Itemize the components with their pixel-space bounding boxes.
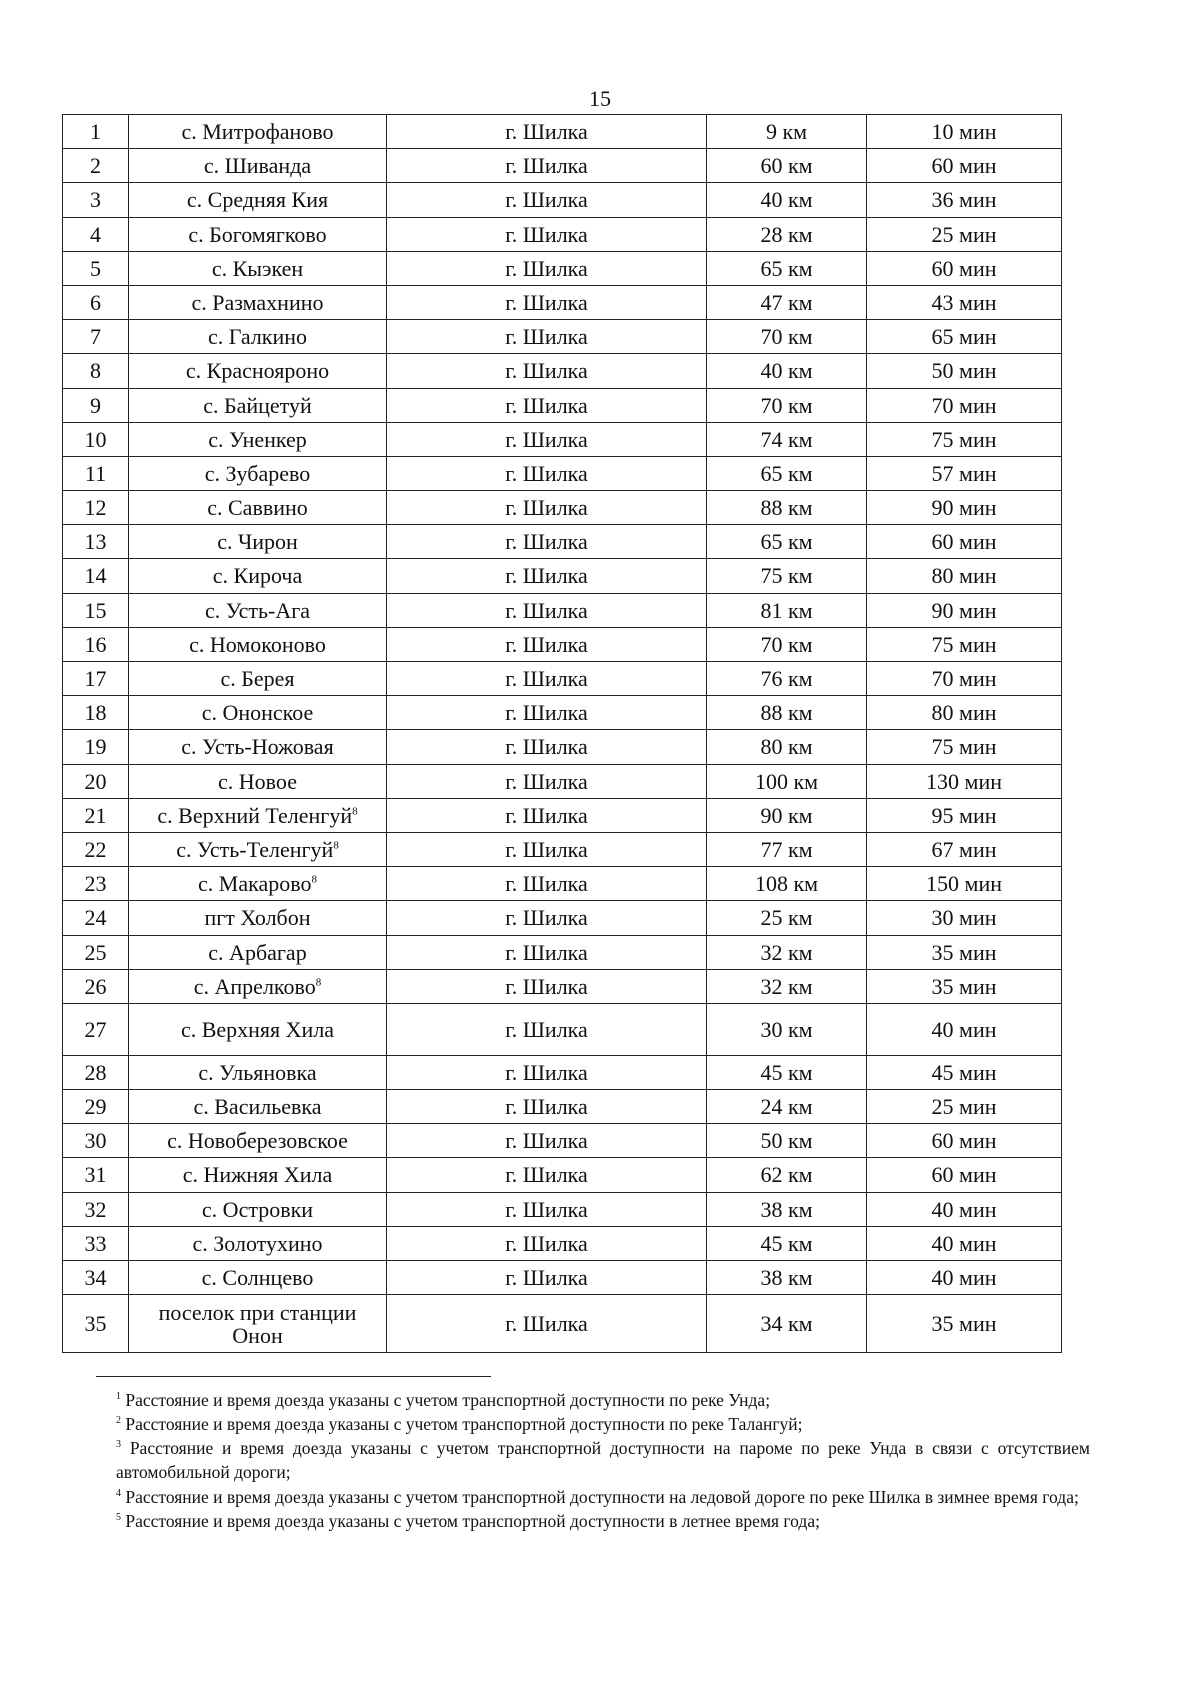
distance-cell: 28 км [707,217,867,251]
settlement-cell [129,285,387,319]
settlement-cell [129,1124,387,1158]
row-number: 28 [63,1055,129,1089]
table-row [63,422,1062,456]
settlement-name: с. Саввино [207,495,308,521]
travel-time-cell: 65 мин [867,320,1062,354]
row-number: 16 [63,627,129,661]
row-number: 5 [63,251,129,285]
settlement-cell [129,1261,387,1295]
travel-time-cell: 60 мин [867,525,1062,559]
settlement-cell [129,593,387,627]
distance-cell: 108 км [707,867,867,901]
distance-cell: 70 км [707,627,867,661]
settlement-cell [129,832,387,866]
settlement-name: с. Ульяновка [198,1059,317,1085]
row-number: 33 [63,1226,129,1260]
destination-cell: г. Шилка [387,1003,707,1055]
travel-time-cell: 60 мин [867,149,1062,183]
distance-cell: 60 км [707,149,867,183]
destination-cell: г. Шилка [387,1192,707,1226]
table-row [63,251,1062,285]
distance-cell: 62 км [707,1158,867,1192]
settlement-name: с. Галкино [207,324,308,350]
settlement-name: с. Кироча [212,563,303,589]
travel-time-cell: 80 мин [867,559,1062,593]
destination-cell: г. Шилка [387,320,707,354]
settlement-cell [129,217,387,251]
row-number: 4 [63,217,129,251]
row-number: 12 [63,491,129,525]
settlement-name: с. Байцетуй [203,392,312,418]
distance-cell: 76 км [707,662,867,696]
travel-time-cell: 80 мин [867,696,1062,730]
table-row [63,867,1062,901]
settlement-cell [129,867,387,901]
travel-time-cell: 70 мин [867,388,1062,422]
table-row [63,764,1062,798]
row-number: 25 [63,935,129,969]
destination-cell: г. Шилка [387,525,707,559]
settlement-name: с. Усть-Ага [204,597,311,623]
settlement-cell [129,1158,387,1192]
row-number: 35 [63,1295,129,1353]
footnote: $^5$ Расстояние и время доезда указаны с учетом транспортной доступности в летнее время года; [116,1510,820,1531]
travel-time-cell: 35 мин [867,935,1062,969]
footnote-mark: 8 [333,839,339,852]
distance-cell: 80 км [707,730,867,764]
settlement-cell [129,388,387,422]
destination-cell: г. Шилка [387,115,707,149]
settlement-cell [129,764,387,798]
settlement-cell [129,1295,387,1353]
travel-time-cell: 43 мин [867,285,1062,319]
settlement-name: с. Митрофаново [181,119,334,145]
distance-cell: 30 км [707,1003,867,1055]
destination-cell: г. Шилка [387,1090,707,1124]
settlement-name: с. Шиванда [203,153,312,179]
settlement-name: с. Краснояроно [185,358,330,384]
table-row [63,832,1062,866]
settlement-name: с. Берея [220,666,295,692]
destination-cell: г. Шилка [387,251,707,285]
table-row [63,696,1062,730]
distance-cell: 81 км [707,593,867,627]
travel-time-cell: 35 мин [867,969,1062,1003]
table-row [63,115,1062,149]
settlement-name: с. Номоконово [189,631,326,657]
distance-cell: 88 км [707,696,867,730]
settlement-cell [129,901,387,935]
destination-cell: г. Шилка [387,1158,707,1192]
table-row [63,456,1062,490]
footnote: $^4$ Расстояние и время доезда указаны с учетом транспортной доступности на ледовой дороге по реке Шилка в зимнее время года; [116,1486,1079,1507]
row-number: 14 [63,559,129,593]
distance-cell: 40 км [707,183,867,217]
row-number: 9 [63,388,129,422]
destination-cell: г. Шилка [387,662,707,696]
table-row [63,901,1062,935]
table-row [63,593,1062,627]
footnotes [116,1388,1090,1533]
destination-cell: г. Шилка [387,969,707,1003]
table-row [63,1090,1062,1124]
destination-cell: г. Шилка [387,354,707,388]
settlement-cell [129,491,387,525]
distance-cell: 65 км [707,525,867,559]
row-number: 17 [63,662,129,696]
settlement-cell [129,456,387,490]
distance-cell: 65 км [707,456,867,490]
settlement-cell [129,1192,387,1226]
row-number: 19 [63,730,129,764]
table-row [63,1226,1062,1260]
footnote-mark: 8 [315,976,322,989]
settlement-cell [129,354,387,388]
row-number: 11 [63,456,129,490]
settlement-name: с. Верхняя Хила [180,1016,335,1042]
destination-cell: г. Шилка [387,1124,707,1158]
distance-cell: 74 км [707,422,867,456]
row-number: 29 [63,1090,129,1124]
settlement-name: с. Васильевка [193,1094,322,1120]
page-number: 15 [589,86,611,111]
row-number: 34 [63,1261,129,1295]
table-row [63,183,1062,217]
settlement-name: с. Золотухино [192,1230,323,1256]
table-row [63,1003,1062,1055]
distance-cell: 45 км [707,1055,867,1089]
row-number: 6 [63,285,129,319]
footnote-mark: 8 [352,805,358,818]
row-number: 18 [63,696,129,730]
settlement-cell [129,251,387,285]
distance-cell: 24 км [707,1090,867,1124]
table-row [63,525,1062,559]
table-row [63,354,1062,388]
destination-cell: г. Шилка [387,593,707,627]
row-number: 32 [63,1192,129,1226]
destination-cell: г. Шилка [387,183,707,217]
destination-cell: г. Шилка [387,901,707,935]
travel-time-cell: 60 мин [867,1158,1062,1192]
travel-time-cell: 90 мин [867,491,1062,525]
row-number: 22 [63,832,129,866]
table-row [63,969,1062,1003]
settlement-name: с. Ононское [201,700,314,726]
table-row [63,388,1062,422]
destination-cell: г. Шилка [387,627,707,661]
table-row [63,730,1062,764]
settlement-name: с. Нижняя Хила [182,1162,333,1188]
distance-cell: 34 км [707,1295,867,1353]
travel-time-cell: 75 мин [867,627,1062,661]
settlement-cell [129,1090,387,1124]
footnote: $^1$ Расстояние и время доезда указаны с учетом транспортной доступности по реке Унда; [116,1390,771,1410]
travel-time-cell: 90 мин [867,593,1062,627]
table-row [63,320,1062,354]
settlement-cell [129,627,387,661]
settlement-line: поселок при станции [158,1299,357,1325]
travel-time-cell: 40 мин [867,1226,1062,1260]
travel-time-cell: 10 мин [867,115,1062,149]
destination-cell: г. Шилка [387,867,707,901]
settlement-name: пгт Холбон [204,905,311,931]
settlement-name: с. Зубарево [204,460,311,486]
settlement-name: с. Верхний Теленгуй [157,802,353,828]
settlement-name: с. Усть-Теленгуй [176,836,334,862]
row-number: 13 [63,525,129,559]
table-row [63,1192,1062,1226]
settlement-cell [129,798,387,832]
table-row [63,798,1062,832]
settlement-name: с. Островки [201,1196,314,1222]
destination-cell: г. Шилка [387,422,707,456]
settlement-cell [129,1055,387,1089]
travel-time-cell: 35 мин [867,1295,1062,1353]
travel-time-cell: 40 мин [867,1261,1062,1295]
settlement-name: с. Апрелково [193,973,316,999]
travel-time-cell: 75 мин [867,730,1062,764]
row-number: 30 [63,1124,129,1158]
travel-time-cell: 60 мин [867,1124,1062,1158]
table-row [63,627,1062,661]
travel-time-cell: 57 мин [867,456,1062,490]
table-row [63,1055,1062,1089]
distance-cell: 45 км [707,1226,867,1260]
table-row [63,149,1062,183]
destination-cell: г. Шилка [387,696,707,730]
row-number: 31 [63,1158,129,1192]
row-number: 10 [63,422,129,456]
destination-cell: г. Шилка [387,1055,707,1089]
row-number: 1 [63,115,129,149]
distance-cell: 70 км [707,320,867,354]
settlement-name: с. Средняя Кия [186,187,329,213]
settlement-cell [129,422,387,456]
settlement-name: с. Макарово [198,871,312,897]
settlement-cell [129,935,387,969]
table-row [63,935,1062,969]
table-row [63,662,1062,696]
destination-cell: г. Шилка [387,730,707,764]
distance-table [62,114,1062,1353]
distance-cell: 38 км [707,1261,867,1295]
settlement-cell [129,969,387,1003]
travel-time-cell: 45 мин [867,1055,1062,1089]
row-number: 20 [63,764,129,798]
row-number: 27 [63,1003,129,1055]
distance-cell: 100 км [707,764,867,798]
settlement-name: с. Чирон [217,529,298,555]
distance-cell: 47 км [707,285,867,319]
travel-time-cell: 70 мин [867,662,1062,696]
settlement-cell [129,1003,387,1055]
table-row [63,1124,1062,1158]
table-row [63,1158,1062,1192]
destination-cell: г. Шилка [387,798,707,832]
settlement-cell [129,183,387,217]
settlement-name: с. Усть-Ножовая [181,734,334,760]
destination-cell: г. Шилка [387,149,707,183]
row-number: 26 [63,969,129,1003]
row-number: 23 [63,867,129,901]
travel-time-cell: 75 мин [867,422,1062,456]
travel-time-cell: 130 мин [867,764,1062,798]
settlement-cell [129,525,387,559]
settlement-name: с. Солнцево [201,1265,314,1291]
row-number: 3 [63,183,129,217]
settlement-name: с. Новоберезовское [167,1128,348,1154]
table-row [63,285,1062,319]
footnote: $^3$ Расстояние и время доезда указаны с учетом транспортной доступности на пароме по реке Унда в связи с отсутствием автомобильной дороги; [116,1438,1091,1483]
destination-cell: г. Шилка [387,832,707,866]
table-row [63,217,1062,251]
travel-time-cell: 36 мин [867,183,1062,217]
row-number: 24 [63,901,129,935]
table-row [63,1261,1062,1295]
travel-time-cell: 40 мин [867,1003,1062,1055]
destination-cell: г. Шилка [387,491,707,525]
row-number: 21 [63,798,129,832]
row-number: 15 [63,593,129,627]
destination-cell: г. Шилка [387,559,707,593]
distance-cell: 70 км [707,388,867,422]
row-number: 2 [63,149,129,183]
distance-cell: 32 км [707,935,867,969]
distance-cell: 25 км [707,901,867,935]
distance-cell: 9 км [707,115,867,149]
destination-cell: г. Шилка [387,285,707,319]
settlement-name: с. Размахнино [191,289,324,315]
distance-cell: 38 км [707,1192,867,1226]
destination-cell: г. Шилка [387,1295,707,1353]
settlement-name: с. Арбагар [208,939,307,965]
travel-time-cell: 60 мин [867,251,1062,285]
footnote-divider [96,1376,491,1377]
row-number: 7 [63,320,129,354]
travel-time-cell: 25 мин [867,217,1062,251]
footnote: $^2$ Расстояние и время доезда указаны с учетом транспортной доступности по реке Талангуй; [116,1414,803,1435]
travel-time-cell: 30 мин [867,901,1062,935]
distance-cell: 77 км [707,832,867,866]
table-row [63,491,1062,525]
distance-cell: 90 км [707,798,867,832]
settlement-cell [129,320,387,354]
settlement-cell [129,662,387,696]
distance-cell: 40 км [707,354,867,388]
settlement-cell [129,559,387,593]
settlement-line: Онон [232,1322,283,1348]
footnote-mark: 8 [311,873,317,886]
table-row [63,559,1062,593]
settlement-cell [129,149,387,183]
settlement-name: с. Богомягково [188,221,327,247]
travel-time-cell: 95 мин [867,798,1062,832]
settlement-cell [129,730,387,764]
row-number: 8 [63,354,129,388]
travel-time-cell: 25 мин [867,1090,1062,1124]
distance-cell: 88 км [707,491,867,525]
settlement-name: с. Кыэкен [211,255,304,281]
travel-time-cell: 50 мин [867,354,1062,388]
distance-cell: 65 км [707,251,867,285]
destination-cell: г. Шилка [387,1261,707,1295]
settlement-name: с. Новое [218,768,297,794]
destination-cell: г. Шилка [387,456,707,490]
distance-cell: 50 км [707,1124,867,1158]
table-row [63,1295,1062,1353]
travel-time-cell: 40 мин [867,1192,1062,1226]
distance-cell: 32 км [707,969,867,1003]
distance-cell: 75 км [707,559,867,593]
settlement-cell [129,115,387,149]
destination-cell: г. Шилка [387,764,707,798]
travel-time-cell: 150 мин [867,867,1062,901]
settlement-cell [129,1226,387,1260]
travel-time-cell: 67 мин [867,832,1062,866]
settlement-cell [129,696,387,730]
destination-cell: г. Шилка [387,217,707,251]
settlement-name: с. Уненкер [208,426,307,452]
destination-cell: г. Шилка [387,935,707,969]
destination-cell: г. Шилка [387,1226,707,1260]
destination-cell: г. Шилка [387,388,707,422]
